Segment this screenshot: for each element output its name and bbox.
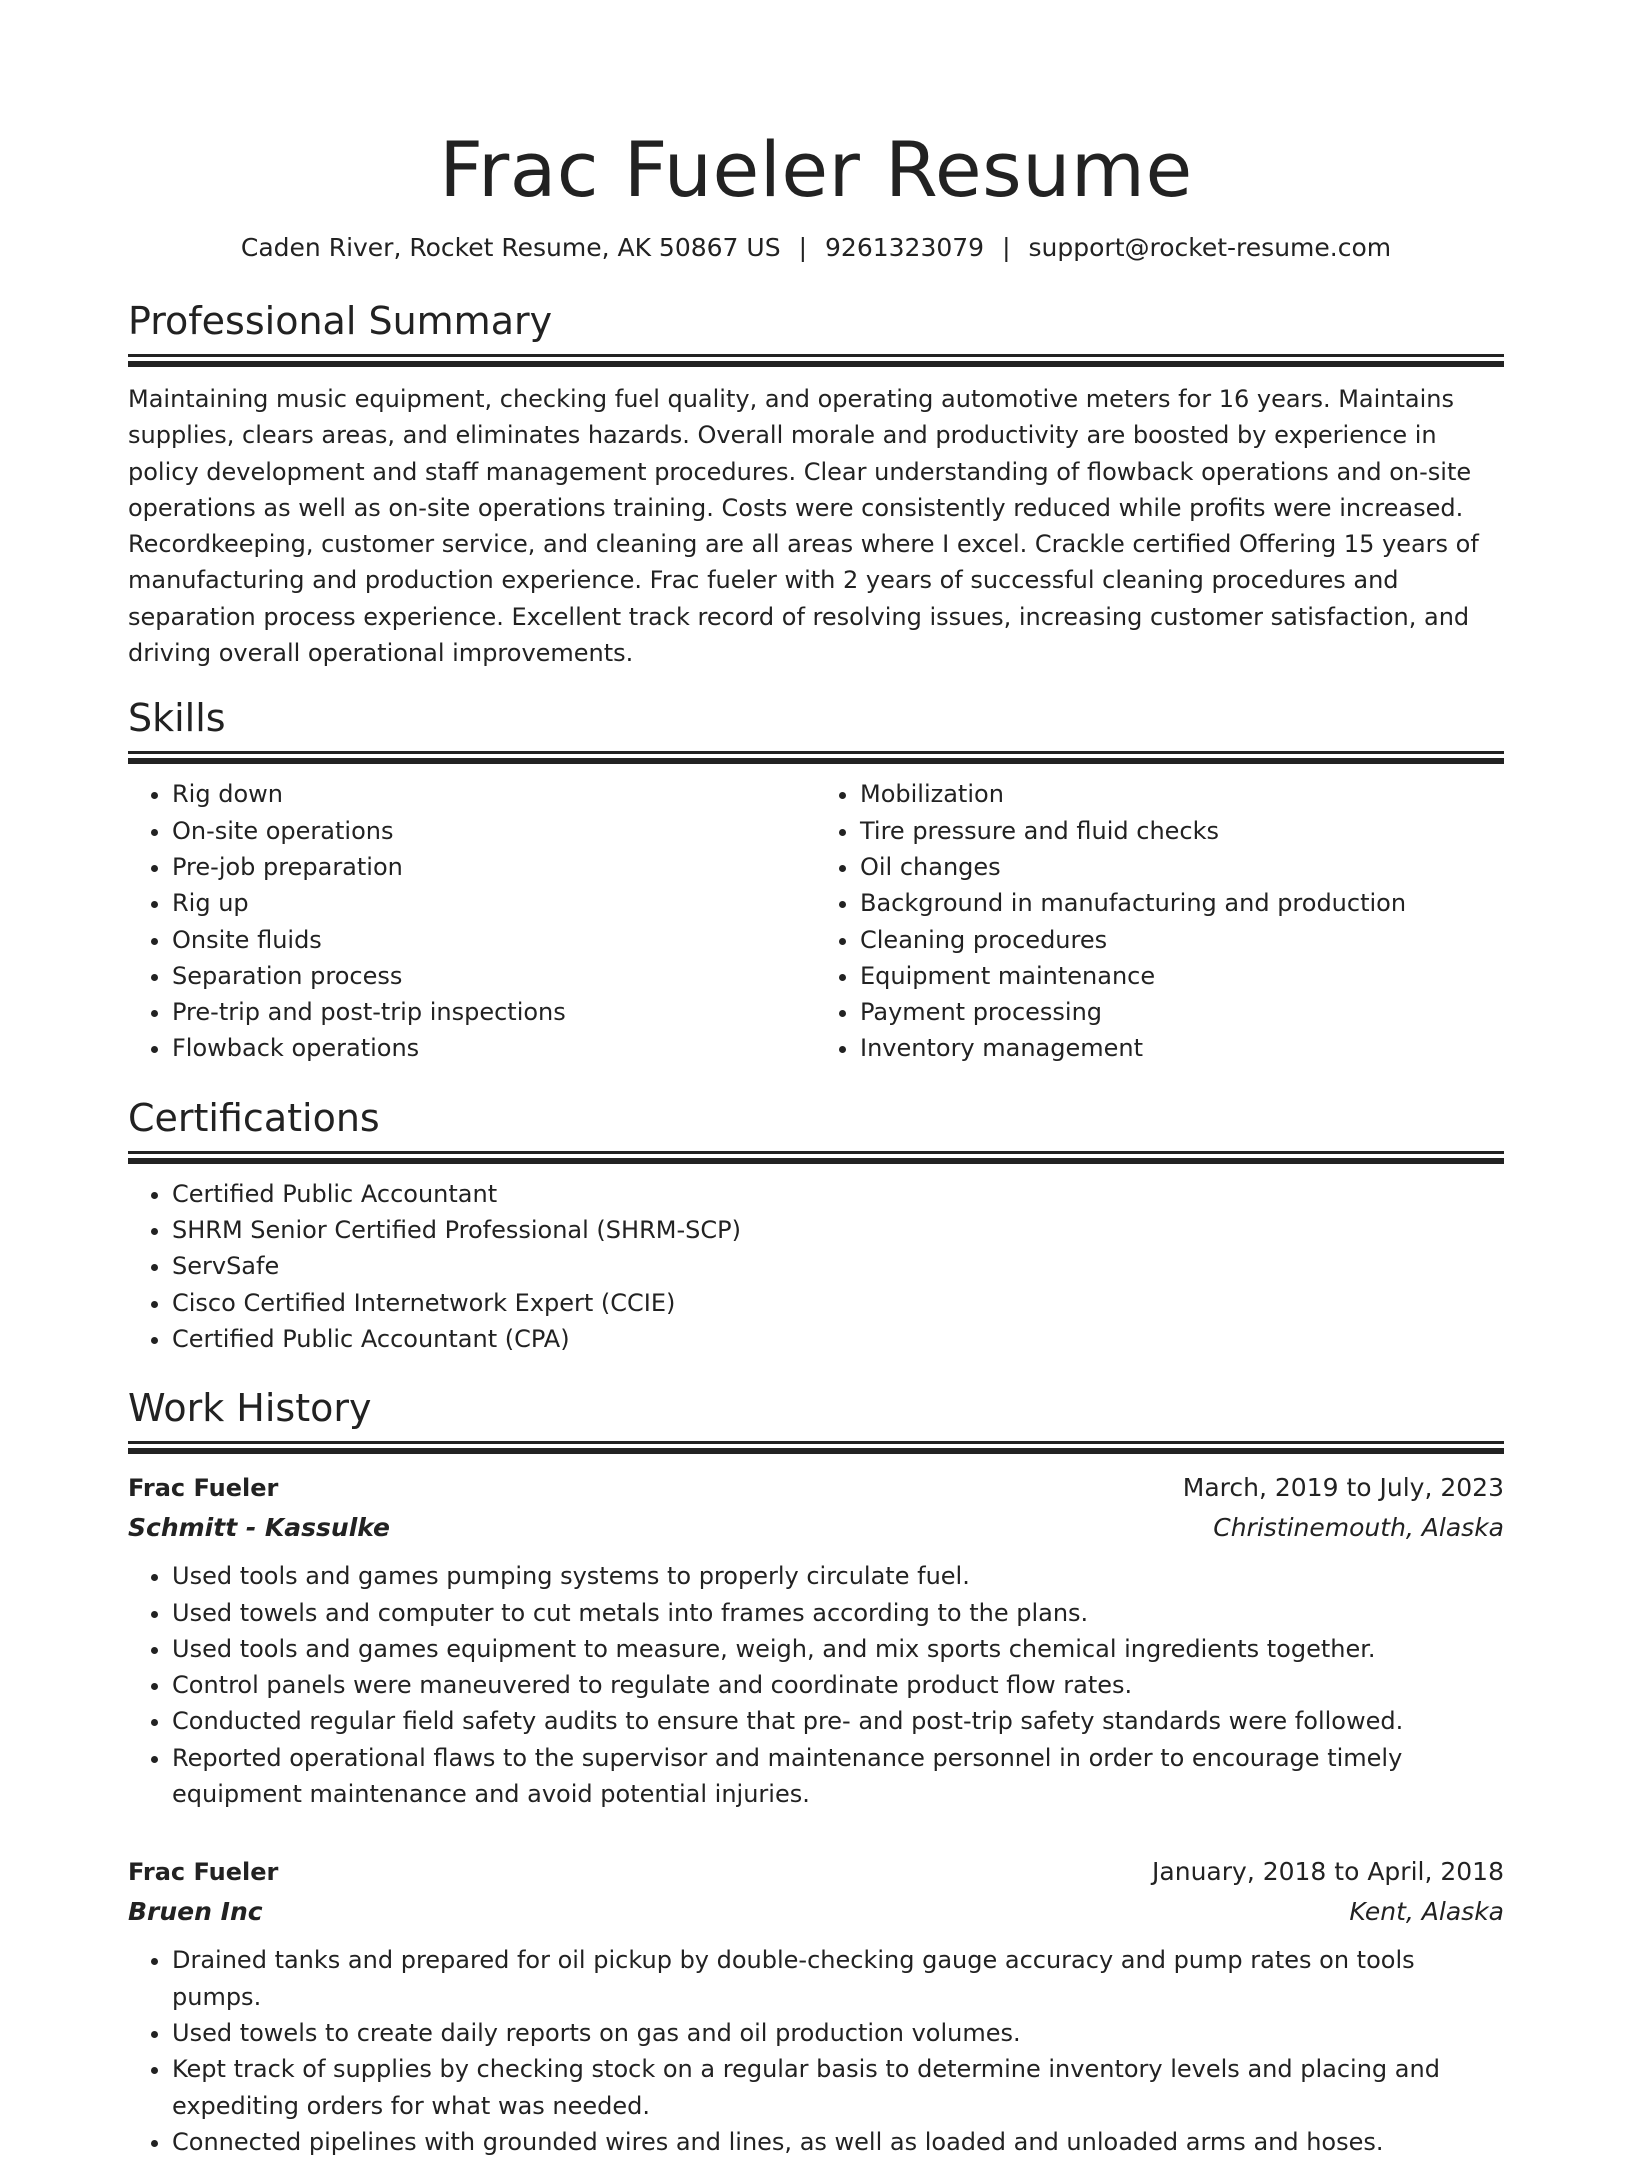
section-rule-thin [128,1151,1504,1154]
certifications-heading: Certifications [128,1095,380,1140]
certifications-list-wrap [128,1176,1504,1357]
job-title-row [128,1468,1504,1508]
certification-item: • Cisco Certified Internetwork Expert (CCIE) [172,1285,1504,1321]
certification-item: • Certified Public Accountant (CPA) [172,1321,1504,1357]
job-bullets [128,1558,1504,1812]
skills-list-right [816,776,1504,1066]
job-entry [128,1852,1504,2160]
job-bullet: • Control panels were maneuvered to regulate and coordinate product flow rates. [172,1667,1504,1703]
contact-phone: 9261323079 [825,233,985,262]
job-bullet: • Used towels to create daily reports on gas and oil production volumes. [172,2015,1504,2051]
job-bullet: • Connected pipelines with grounded wires and lines, as well as loaded and unloaded arms and hoses. [172,2124,1504,2160]
job-company-row [128,1892,1504,1932]
job-company: Schmitt - Kassulke [128,1513,390,1543]
skills-heading: Skills [128,696,226,741]
certification-item: • Certified Public Accountant [172,1176,1504,1212]
job-dates: January, 2018 to April, 2018 [1152,1857,1504,1887]
skill-item: • Flowback operations [172,1030,816,1066]
skill-item: • Separation process [172,958,816,994]
skill-item: • Pre-job preparation [172,849,816,885]
skills-columns [128,776,1504,1066]
job-dates: March, 2019 to July, 2023 [1182,1473,1504,1503]
summary-heading: Professional Summary [128,299,553,343]
section-rule-thick [128,758,1504,764]
job-bullet: • Drained tanks and prepared for oil pickup by double-checking gauge accuracy and pump rates on tools pumps. [172,1942,1504,2015]
contact-separator: | [798,233,808,262]
section-rule-thin [128,1441,1504,1444]
job-location: Kent, Alaska [1349,1897,1504,1927]
section-rule-thick [128,1448,1504,1454]
contact-separator: | [1002,233,1011,262]
resume-page [128,0,1504,2160]
job-bullet: • Used tools and games equipment to measure, weigh, and mix sports chemical ingredients together. [172,1631,1504,1667]
contact-address: Caden River, Rocket Resume, AK 50867 US [240,233,781,262]
job-bullet: • Conducted regular field safety audits to ensure that pre- and post-trip safety standards were followed. [172,1703,1504,1739]
job-title: Frac Fueler [128,1474,279,1503]
skill-item: • Oil changes [860,849,1504,885]
skill-item: • Equipment maintenance [860,958,1504,994]
skill-item: • Background in manufacturing and production [860,885,1504,921]
section-rule-thin [128,751,1504,754]
job-company: Bruen Inc [128,1897,263,1927]
summary-section [128,298,1504,671]
contact-line [128,232,1504,264]
job-title: Frac Fueler [128,1858,279,1887]
summary-text: Maintaining music equipment, checking fuel quality, and operating automotive meters for 16 years. Maintains supplies, clears areas, and eliminates hazards. Overall morale and productivity are boosted by experience in policy development and staff management procedures. Clear understanding of flowback operations and on-site operations as well as on-site operations training. Costs were consistently reduced while profits were increased. Recordkeeping, customer service, and cleaning are all areas where I excel. Crackle certified Offering 15 years of manufacturing and production experience. Frac fueler with 2 years of successful cleaning procedures and separation process experience. Excellent track record of resolving issues, increasing customer satisfaction, and driving overall operational improvements. [128,385,1479,668]
certification-item: • SHRM Senior Certified Professional (SHRM-SCP) [172,1212,1504,1248]
job-location: Christinemouth, Alaska [1213,1513,1504,1543]
job-bullet: • Used towels and computer to cut metals into frames according to the plans. [172,1595,1504,1631]
skill-item: • Tire pressure and fluid checks [860,813,1504,849]
work-history-section [128,1385,1504,2160]
skill-item: • On-site operations [172,813,816,849]
skills-column-left [128,776,816,1066]
certifications-section [128,1095,1504,1357]
job-bullets [128,1942,1504,2160]
certification-item: • ServSafe [172,1248,1504,1284]
job-bullet: • Reported operational flaws to the supervisor and maintenance personnel in order to encourage timely equipment maintenance and avoid potential injuries. [172,1740,1504,1813]
skill-item: • Mobilization [860,776,1504,812]
job-bullet: • Used tools and games pumping systems to properly circulate fuel. [172,1558,1504,1594]
job-company-row [128,1508,1504,1548]
skill-item: • Onsite fluids [172,922,816,958]
skill-item: • Rig up [172,885,816,921]
skill-item: • Payment processing [860,994,1504,1030]
work-history-heading: Work History [128,1386,372,1431]
resume-title: Frac Fueler Resume [439,125,1193,214]
skill-item: • Rig down [172,776,816,812]
job-entry [128,1468,1504,1812]
skills-column-right [816,776,1504,1066]
section-rule-thick [128,361,1504,367]
section-rule-thin [128,354,1504,357]
certifications-list [128,1176,1504,1357]
skill-item: • Pre-trip and post-trip inspections [172,994,816,1030]
contact-email: support@rocket-resume.com [1028,233,1392,262]
skills-list-left [128,776,816,1066]
skills-section [128,695,1504,1066]
job-title-row [128,1852,1504,1892]
job-bullet: • Kept track of supplies by checking stock on a regular basis to determine inventory levels and placing and expediting orders for what was needed. [172,2051,1504,2124]
skill-item: • Cleaning procedures [860,922,1504,958]
section-rule-thick [128,1158,1504,1164]
skill-item: • Inventory management [860,1030,1504,1066]
